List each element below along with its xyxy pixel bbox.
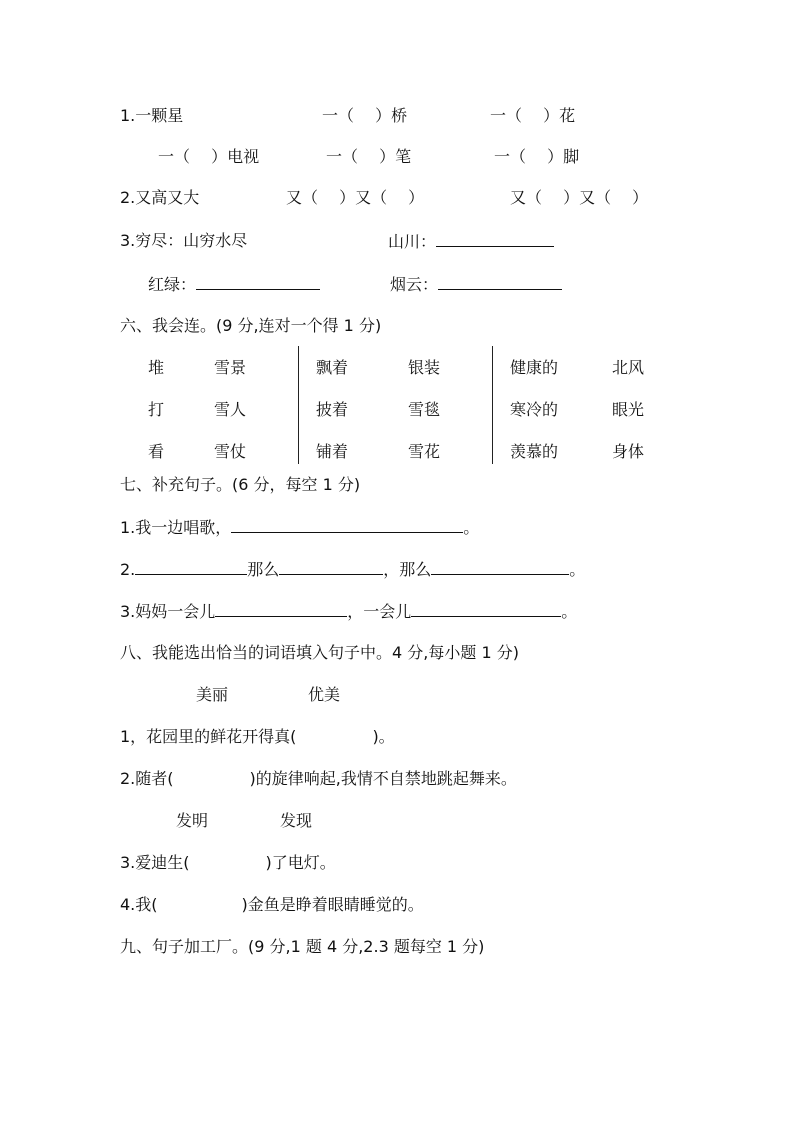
answer-blank[interactable] xyxy=(135,559,247,575)
q1b-item-1: 一（ ）电视 xyxy=(158,147,260,166)
answer-blank[interactable] xyxy=(438,274,562,290)
match-g1-left-2[interactable]: 打 xyxy=(148,400,165,419)
match-g2-left-2[interactable]: 披着 xyxy=(316,400,349,419)
match-g1-right-3[interactable]: 雪仗 xyxy=(214,442,247,461)
match-g3-left-2[interactable]: 寒冷的 xyxy=(510,400,559,419)
match-g2-right-3[interactable]: 雪花 xyxy=(408,442,441,461)
word-choice-faxian: 发现 xyxy=(280,811,313,830)
q2-label: 2.又高又大 xyxy=(120,188,200,207)
answer-blank[interactable] xyxy=(231,517,463,533)
fill-q3: 3.爱迪生( )了电灯。 xyxy=(120,853,336,872)
match-g2-left-3[interactable]: 铺着 xyxy=(316,442,349,461)
match-g2-left-1[interactable]: 飘着 xyxy=(316,358,349,377)
match-g3-left-3[interactable]: 羡慕的 xyxy=(510,442,559,461)
answer-blank[interactable] xyxy=(279,559,383,575)
section-9-heading: 九、句子加工厂。(9 分,1 题 4 分,2.3 题每空 1 分) xyxy=(120,937,485,956)
match-g3-right-1[interactable]: 北风 xyxy=(612,358,645,377)
answer-blank[interactable] xyxy=(196,274,320,290)
match-g3-right-3[interactable]: 身体 xyxy=(612,442,645,461)
match-g2-right-2[interactable]: 雪毯 xyxy=(408,400,441,419)
section-6-heading: 六、我会连。(9 分,连对一个得 1 分) xyxy=(120,316,382,335)
match-g3-left-1[interactable]: 健康的 xyxy=(510,358,559,377)
word-choice-meili: 美丽 xyxy=(196,685,229,704)
match-g2-right-1[interactable]: 银装 xyxy=(408,358,441,377)
section-8-heading: 八、我能选出恰当的词语填入句子中。4 分,每小题 1 分) xyxy=(120,643,519,662)
answer-blank[interactable] xyxy=(411,601,561,617)
sentence-3: 3.妈妈一会儿 ，一会儿 。 xyxy=(120,602,578,621)
fill-q2: 2.随者( )的旋律响起,我情不自禁地跳起舞来。 xyxy=(120,769,517,788)
q3-label: 3.穷尽：山穷水尽 xyxy=(120,231,248,250)
match-g1-right-2[interactable]: 雪人 xyxy=(214,400,247,419)
match-g1-right-1[interactable]: 雪景 xyxy=(214,358,247,377)
word-choice-faming: 发明 xyxy=(176,811,209,830)
answer-blank[interactable] xyxy=(215,601,347,617)
q1-item-2: 一（ ）花 xyxy=(490,106,576,125)
match-g1-left-1[interactable]: 堆 xyxy=(148,358,165,377)
answer-blank[interactable] xyxy=(431,559,569,575)
q1b-item-2: 一（ ）笔 xyxy=(326,147,412,166)
sentence-1: 1.我一边唱歌， 。 xyxy=(120,518,480,537)
q2-item-1: 又（ ）又（ ） xyxy=(286,188,425,207)
sentence-2: 2. 那么 ，那么 。 xyxy=(120,560,586,579)
match-g1-left-3[interactable]: 看 xyxy=(148,442,165,461)
column-divider xyxy=(298,346,299,464)
answer-blank[interactable] xyxy=(436,231,554,247)
match-g3-right-2[interactable]: 眼光 xyxy=(612,400,645,419)
fill-q1: 1，花园里的鲜花开得真( )。 xyxy=(120,727,395,746)
q3-item-honglv: 红绿： xyxy=(148,274,320,295)
q1b-item-3: 一（ ）脚 xyxy=(494,147,580,166)
section-7-heading: 七、补充句子。(6 分，每空 1 分) xyxy=(120,475,361,494)
q3-item-yanyun: 烟云： xyxy=(390,274,562,295)
q1-item-1: 一（ ）桥 xyxy=(322,106,408,125)
q3-item-shanchuan: 山川： xyxy=(388,231,554,252)
column-divider xyxy=(492,346,493,464)
q2-item-2: 又（ ）又（ ） xyxy=(510,188,649,207)
fill-q4: 4.我( )金鱼是睁着眼睛睡觉的。 xyxy=(120,895,424,914)
q1-label: 1.一颗星 xyxy=(120,106,184,125)
word-choice-youmei: 优美 xyxy=(308,685,341,704)
